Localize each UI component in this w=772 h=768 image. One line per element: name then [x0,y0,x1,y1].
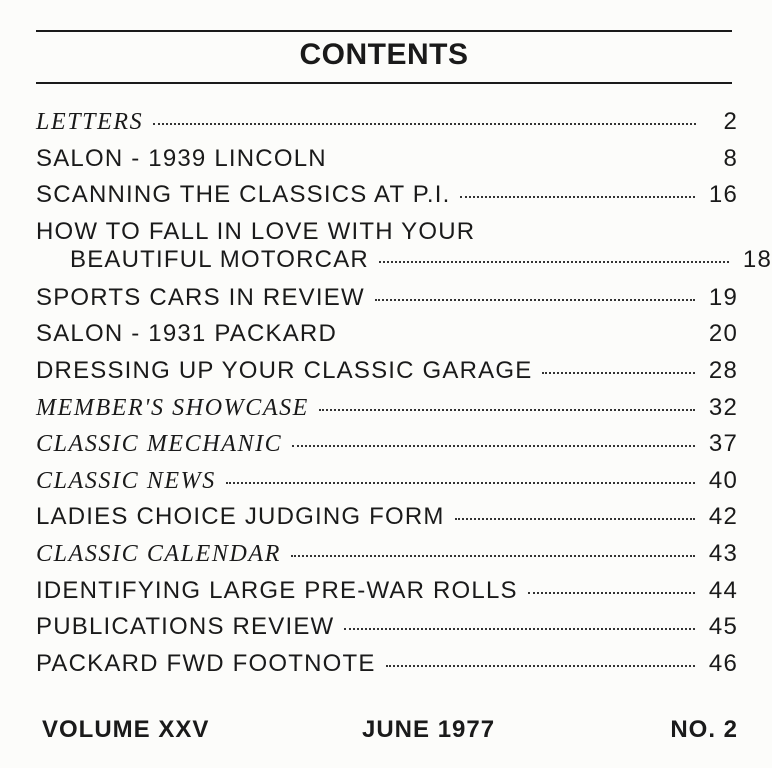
dot-leader [292,445,695,447]
toc-entry[interactable] [36,394,738,431]
toc-page-number: 18 [742,245,772,273]
toc-entry-title: PUBLICATIONS REVIEW [36,613,335,641]
dot-leader [386,665,695,667]
dot-leader [455,518,695,520]
toc-page-number: 16 [708,181,738,209]
toc-page-number: 46 [708,649,738,677]
dot-leader [542,372,694,374]
toc-entry-title: CLASSIC MECHANIC [36,431,283,458]
toc-page-number: 8 [723,144,738,172]
toc-entry[interactable] [36,540,738,577]
toc-page-number: 20 [708,320,738,348]
toc-entry-title: LETTERS [36,109,144,135]
toc-entry[interactable] [36,650,738,687]
toc-entry[interactable] [36,284,738,321]
toc-entry-title: DRESSING UP YOUR CLASSIC GARAGE [36,356,533,384]
toc-entry-title: CLASSIC CALENDAR [36,540,281,567]
toc-entry-title: HOW TO FALL IN LOVE WITH YOUR [36,217,476,245]
toc-entry[interactable] [36,357,738,394]
toc-entry-title: IDENTIFYING LARGE PRE-WAR ROLLS [36,576,518,604]
dot-leader [379,261,729,263]
toc-entry-title: MEMBER'S SHOWCASE [36,394,309,421]
toc-page-number: 37 [708,430,738,458]
toc-entry[interactable] [36,320,738,357]
issue-date: JUNE 1977 [362,716,496,743]
toc-entry-title: SCANNING THE CLASSICS AT P.I. [36,181,451,209]
toc-page-number: 43 [708,539,738,567]
toc-entry[interactable] [36,145,738,182]
dot-leader [375,299,695,301]
toc-entry-title-continued: BEAUTIFUL MOTORCAR [70,245,369,273]
toc-page-number: 2 [723,108,738,135]
volume-label: VOLUME XXV [42,716,210,743]
toc-entry[interactable] [36,577,738,614]
dot-leader [528,592,695,594]
toc-entry-title: SALON - 1939 LINCOLN [36,144,327,172]
toc-page-number: 45 [708,613,738,641]
toc-entry-title: SPORTS CARS IN REVIEW [36,283,365,311]
heading-rule [36,82,732,84]
dot-leader [319,409,695,411]
dot-leader [291,555,695,557]
toc-entry[interactable] [36,503,738,540]
toc-entry-title: PACKARD FWD FOOTNOTE [36,649,376,677]
toc-page-number: 19 [708,283,738,311]
dot-leader [226,482,695,484]
toc-entry[interactable] [36,467,738,504]
toc-entry-title: SALON - 1931 PACKARD [36,320,337,348]
issue-number: NO. 2 [670,716,738,743]
table-of-contents [36,108,772,686]
toc-entry[interactable] [36,108,738,145]
toc-entry-title: CLASSIC NEWS [36,467,216,494]
toc-page-number: 40 [708,466,738,494]
dot-leader [344,628,694,630]
toc-entry[interactable] [36,181,738,218]
toc-page-number: 44 [708,576,738,604]
toc-entry[interactable] [36,430,738,467]
toc-page-number: 32 [708,393,738,421]
top-rule [36,30,732,32]
contents-heading: CONTENTS [299,38,469,71]
toc-entry[interactable] [36,217,772,284]
toc-entry[interactable] [36,613,738,650]
toc-page-number: 42 [708,503,738,531]
dot-leader [153,123,696,125]
dot-leader [460,196,694,198]
toc-page-number: 28 [708,356,738,384]
toc-entry-title: LADIES CHOICE JUDGING FORM [36,503,445,531]
